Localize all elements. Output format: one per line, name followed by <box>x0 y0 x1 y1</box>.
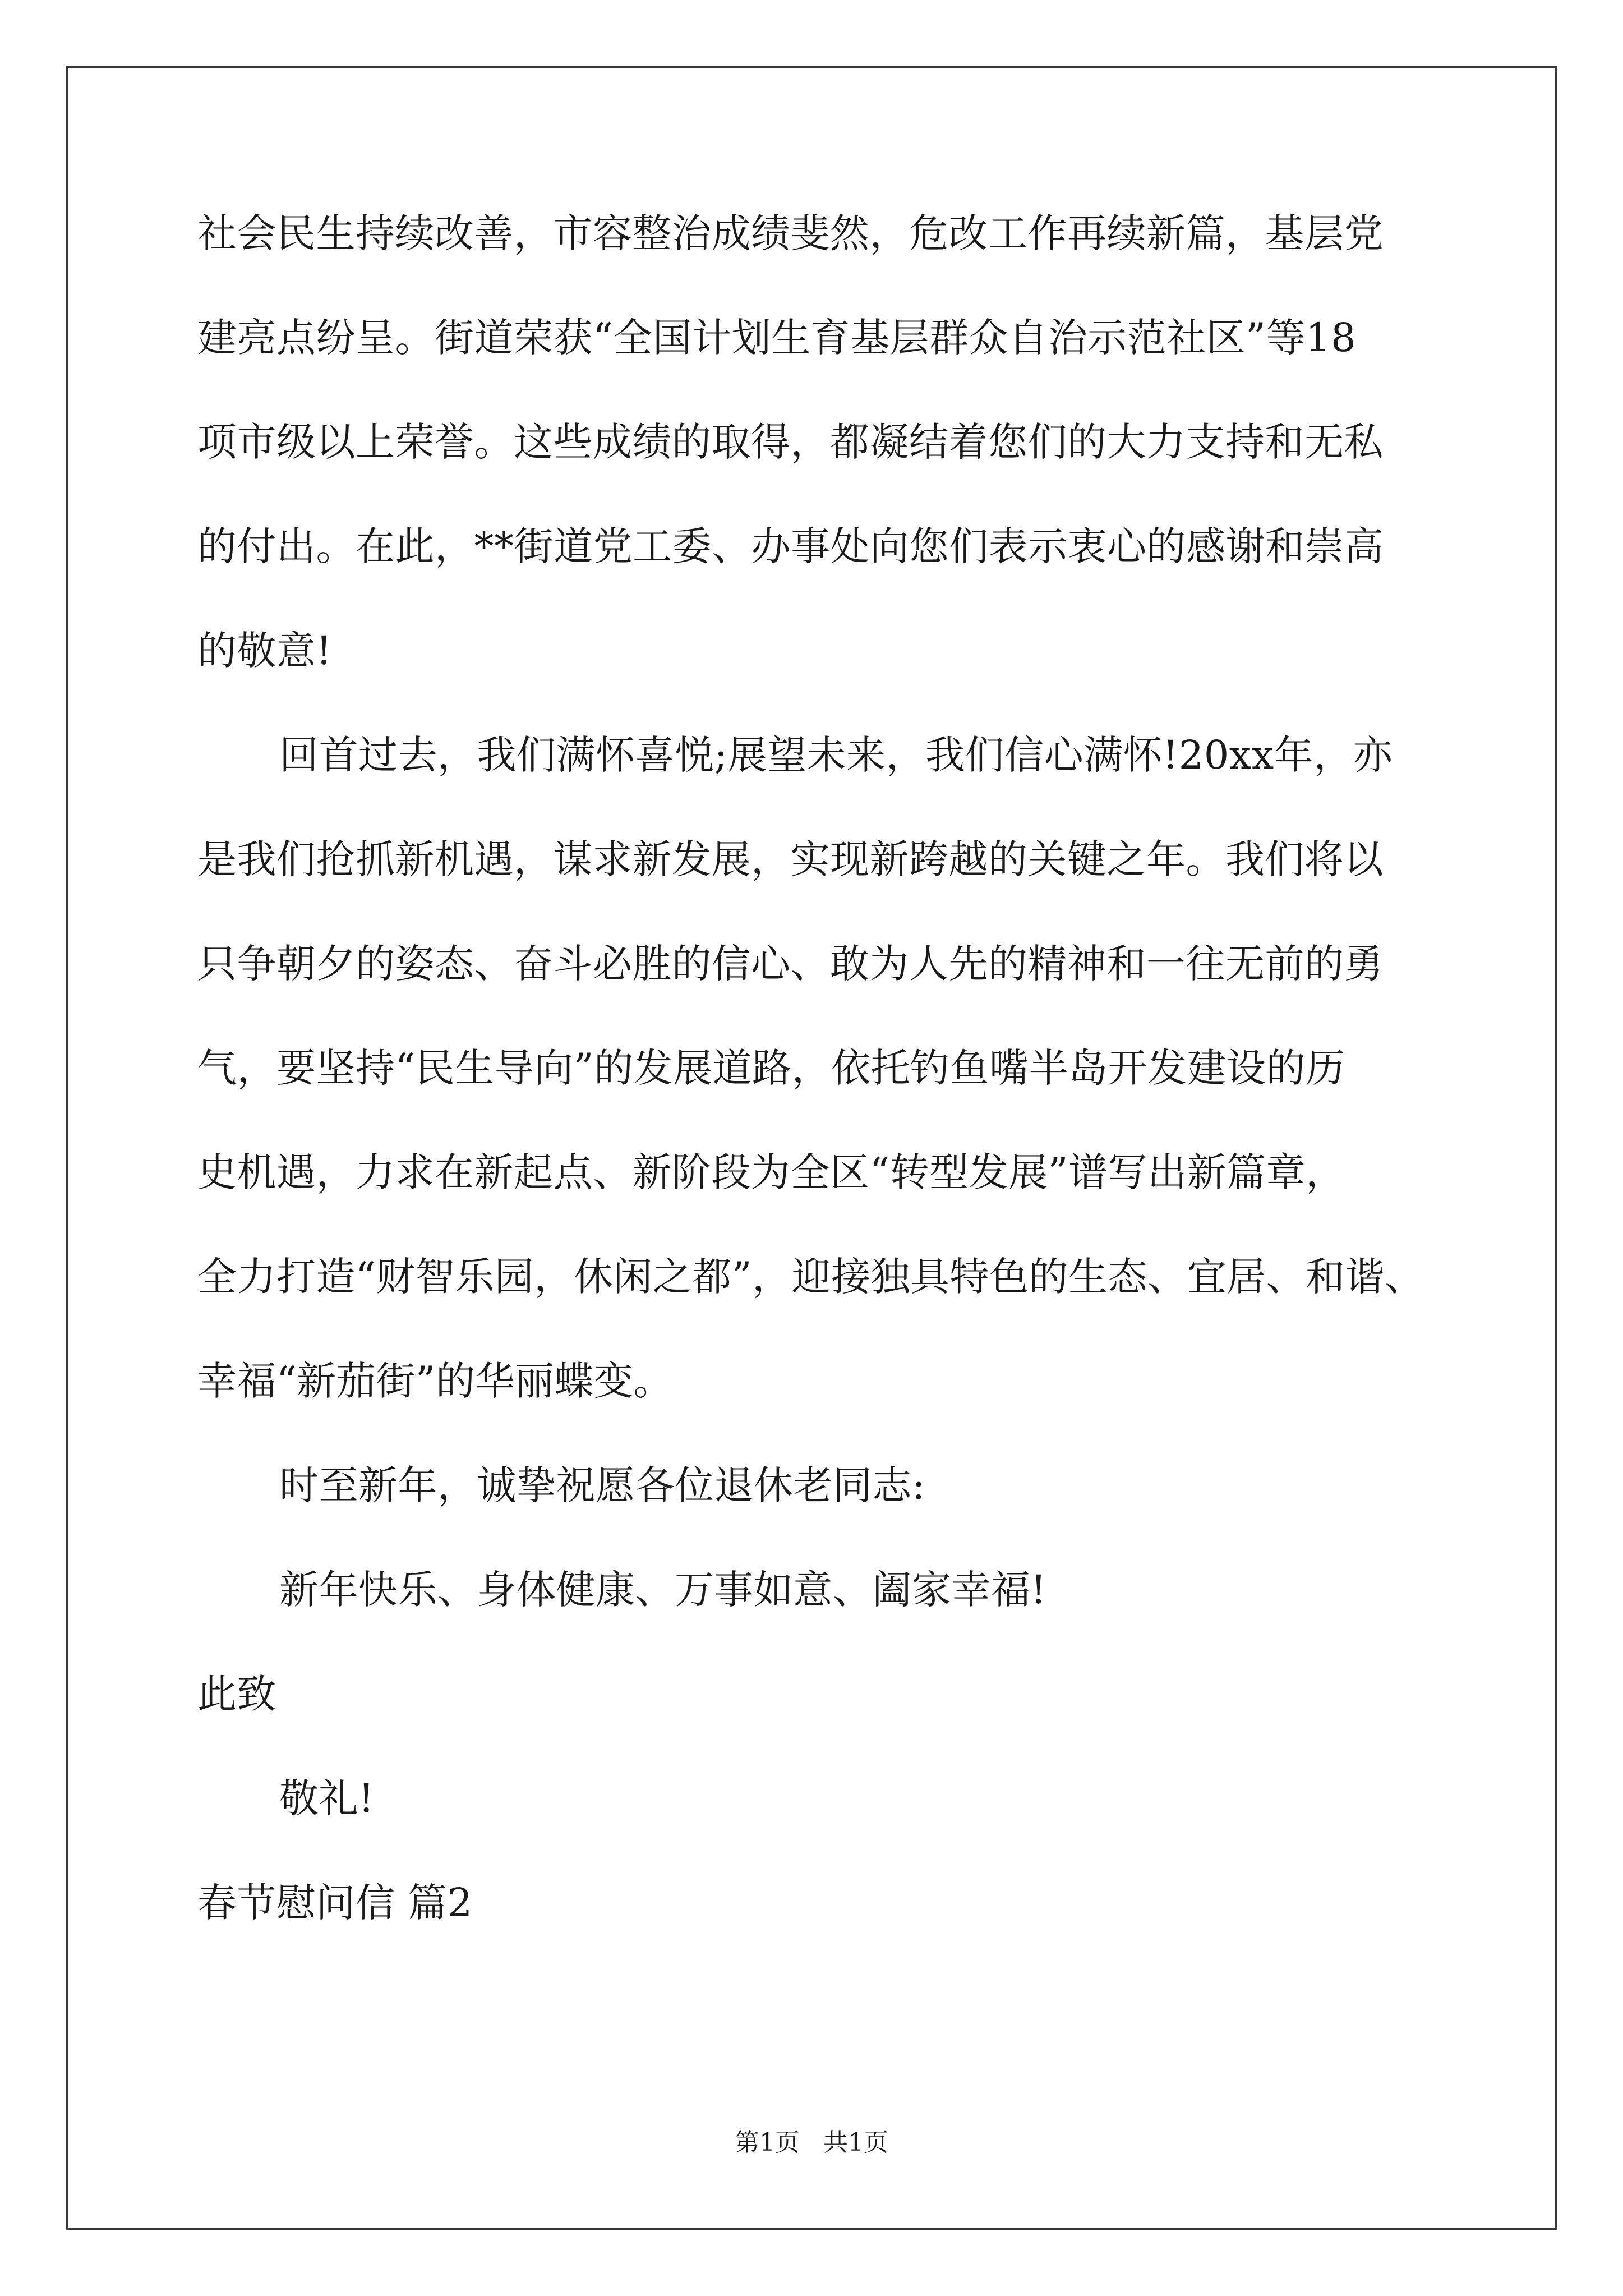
closing-line: 此致 <box>197 1671 276 1717</box>
paragraph-line: 的付出。在此，**街道党工委、办事处向您们表示衷心的感谢和崇高 <box>197 523 1384 569</box>
page-number: 第1页 共1页 <box>735 2128 888 2157</box>
paragraph-line: 史机遇，力求在新起点、新阶段为全区“转型发展”谱写出新篇章， <box>197 1149 1345 1195</box>
salutation-line: 敬礼! <box>279 1775 375 1821</box>
paragraph-line: 只争朝夕的姿态、奋斗必胜的信心、敢为人先的精神和一往无前的勇 <box>197 941 1384 987</box>
paragraph-line: 气，要坚持“民生导向”的发展道路，依托钓鱼嘴半岛开发建设的历 <box>197 1045 1345 1091</box>
paragraph-line: 的敬意! <box>197 628 333 674</box>
paragraph-line: 建亮点纷呈。街道荣获“全国计划生育基层群众自治示范社区”等18 <box>197 315 1357 361</box>
paragraph-line: 社会民生持续改善，市容整治成绩斐然，危改工作再续新篇，基层党 <box>197 210 1384 256</box>
section-heading: 春节慰问信 篇2 <box>197 1880 473 1926</box>
greeting-line: 时至新年，诚挚祝愿各位退休老同志: <box>279 1462 926 1508</box>
paragraph-line: 项市级以上荣誉。这些成绩的取得，都凝结着您们的大力支持和无私 <box>197 419 1384 465</box>
paragraph-line: 全力打造“财智乐园，休闲之都”，迎接独具特色的生态、宜居、和谐、 <box>197 1254 1424 1300</box>
wishes-line: 新年快乐、身体健康、万事如意、阖家幸福! <box>279 1567 1047 1613</box>
paragraph-line: 回首过去，我们满怀喜悦;展望未来，我们信心满怀!20xx年，亦 <box>279 732 1393 778</box>
paragraph-line: 是我们抢抓新机遇，谋求新发展，实现新跨越的关键之年。我们将以 <box>197 836 1384 882</box>
page-footer <box>0 2126 1623 2160</box>
paragraph-line: 幸福“新茄街”的华丽蝶变。 <box>197 1358 674 1404</box>
